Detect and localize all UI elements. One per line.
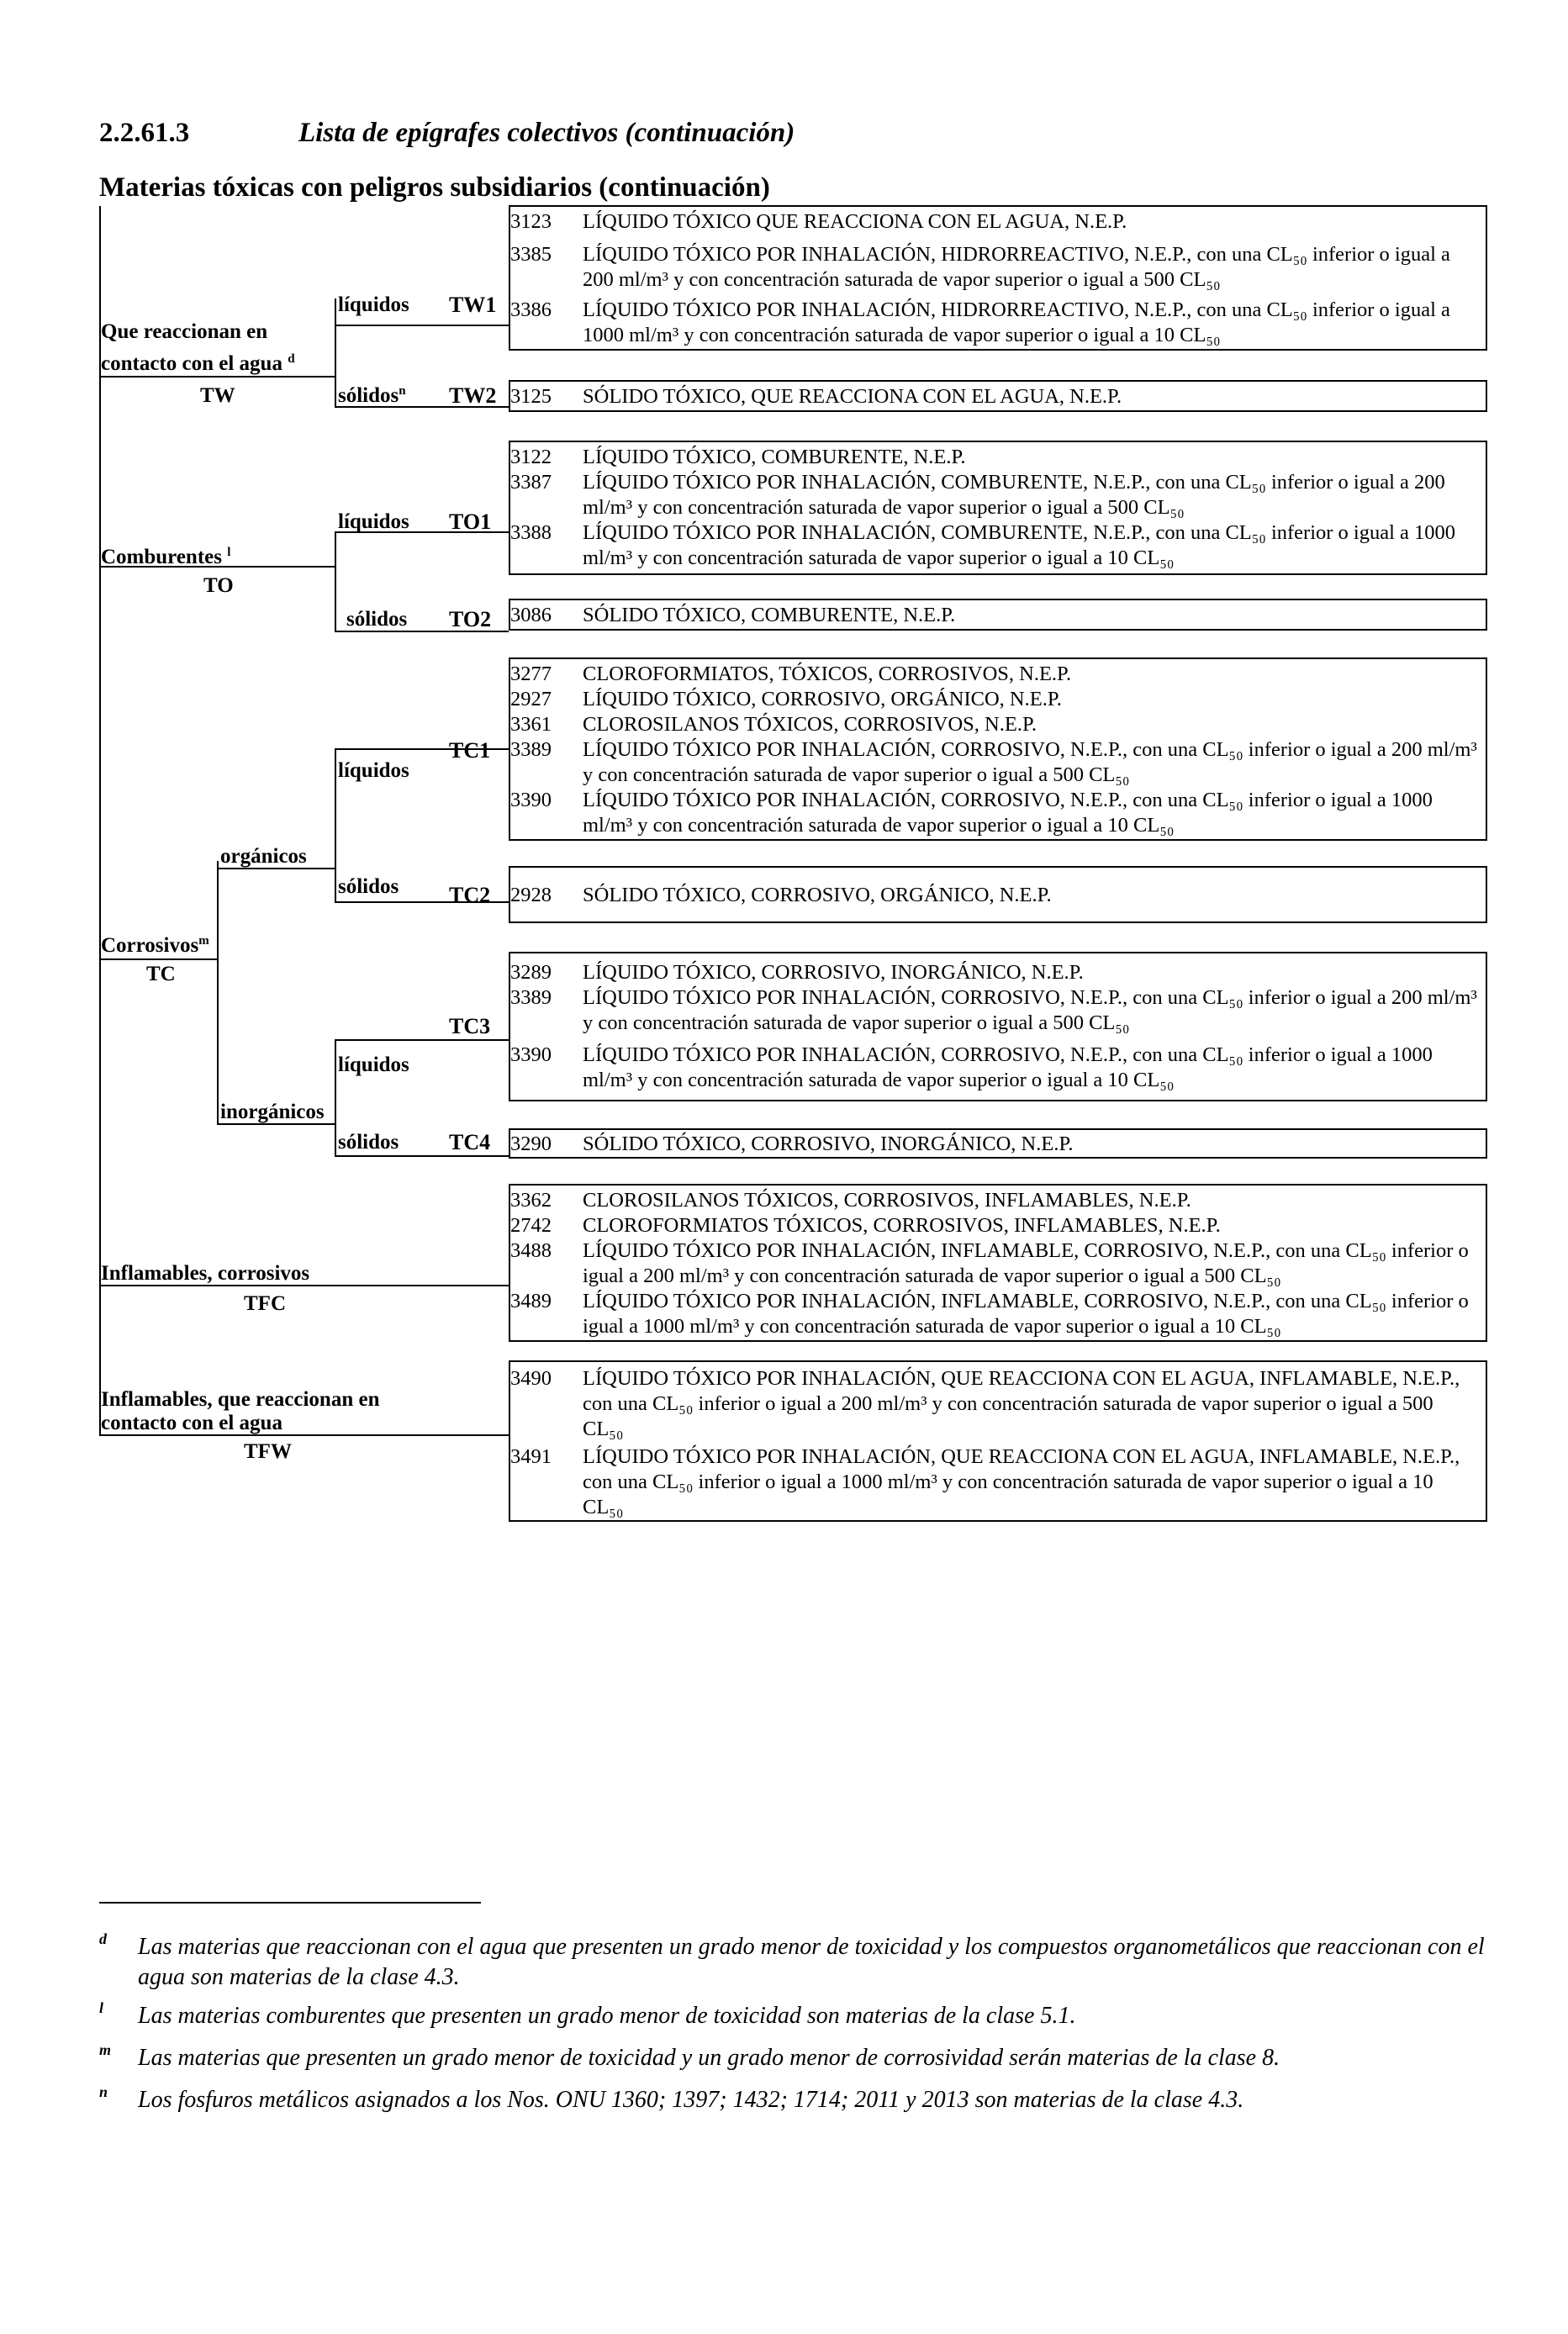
entries-box-tw2 — [509, 380, 1487, 412]
list-item: 3388 LÍQUIDO TÓXICO POR INHALACIÓN, COMBURENTE, N.E.P., con una CL₅₀ inferior o igual a 1000 ml/m³ y con concentración saturada de vapor superior o igual a 10 CL₅₀ — [510, 521, 1456, 569]
footnote-separator — [99, 1902, 481, 1904]
entries-box-tw1 — [509, 205, 1487, 351]
subgroup-organicos: orgánicos — [220, 845, 307, 868]
group-code-tc: TC — [146, 963, 176, 985]
entries-box-to2 — [509, 599, 1487, 631]
state-solidos-tc-org: sólidos — [338, 875, 399, 898]
code-tw2: TW2 — [449, 383, 497, 408]
list-item: 3390 LÍQUIDO TÓXICO POR INHALACIÓN, CORROSIVO, N.E.P., con una CL₅₀ inferior o igual a 1000 ml/m³ y con concentración saturada de vapor superior o igual a 10 CL₅₀ — [510, 1043, 1433, 1091]
footnote-ref-n: n — [399, 384, 406, 398]
group-label-to: Comburentes $^l$ — [101, 546, 231, 568]
list-item: 3290 SÓLIDO TÓXICO, CORROSIVO, INORGÁNICO, N.E.P. — [510, 1133, 1074, 1155]
list-item: 3289 LÍQUIDO TÓXICO, CORROSIVO, INORGÁNICO, N.E.P. — [510, 961, 1084, 984]
state-liquidos-tc-inorg: líquidos — [338, 1053, 409, 1076]
group-code-tw: TW — [200, 384, 235, 407]
code-to1: TO1 — [449, 510, 492, 534]
footnote-n: Los fosfuros metálicos asignados a los Nos. ONU 1360; 1397; 1432; 1714; 2011 y 2013 son materias de la clase 4.3. — [138, 2087, 1244, 2113]
entries-box-tc1 — [509, 657, 1487, 841]
list-item: 3389 LÍQUIDO TÓXICO POR INHALACIÓN, CORROSIVO, N.E.P., con una CL₅₀ inferior o igual a 200 ml/m³ y con concentración saturada de vapor superior o igual a 500 CL₅₀ — [510, 738, 1477, 786]
entries-box-tc2 — [509, 866, 1487, 923]
state-liquidos-tc-org: líquidos — [338, 759, 409, 782]
group-label-tw-line2: contacto con el agua $^d$ — [101, 352, 295, 375]
footnote-ref-d: d — [288, 352, 295, 366]
footnote-m: Las materias que presenten un grado menor de toxicidad y un grado menor de corrosividad serán materias de la clase 8. — [138, 2045, 1280, 2071]
code-tc4: TC4 — [449, 1130, 491, 1154]
list-item: 3385 LÍQUIDO TÓXICO POR INHALACIÓN, HIDRORREACTIVO, N.E.P., con una CL₅₀ inferior o igual a 200 ml/m³ y con concentración saturada de vapor superior o igual a 500 CL₅₀ — [510, 243, 1450, 291]
list-item: 3490 LÍQUIDO TÓXICO POR INHALACIÓN, QUE REACCIONA CON EL AGUA, INFLAMABLE, N.E.P., con una CL₅₀ inferior o igual a 200 ml/m³ y con concentración saturada de vapor superior o igual a 500 CL₅₀ — [510, 1367, 1460, 1440]
list-item: 3362 CLOROSILANOS TÓXICOS, CORROSIVOS, INFLAMABLES, N.E.P. — [510, 1189, 1191, 1212]
state-liquidos-to: líquidos — [338, 510, 409, 533]
group-label-tc: Corrosivos$^m$ — [101, 934, 209, 957]
code-tc2: TC2 — [449, 883, 491, 907]
list-item: 3125 SÓLIDO TÓXICO, QUE REACCIONA CON EL AGUA, N.E.P. — [510, 385, 1122, 408]
state-solidos-to: sólidos — [346, 608, 408, 631]
entries-box-tc4 — [509, 1128, 1487, 1159]
section-number: 2.2.61.3 — [99, 118, 190, 148]
list-item: 2742 CLOROFORMIATOS TÓXICOS, CORROSIVOS, INFLAMABLES, N.E.P. — [510, 1214, 1221, 1237]
footnote-mark-m: m — [99, 2041, 112, 2058]
group-label-tfw-line2: contacto con el agua — [101, 1412, 282, 1434]
list-item: 3387 LÍQUIDO TÓXICO POR INHALACIÓN, COMBURENTE, N.E.P., con una CL₅₀ inferior o igual a 200 ml/m³ y con concentración saturada de vapor superior o igual a 500 CL₅₀ — [510, 471, 1445, 519]
entries-box-tfc — [509, 1184, 1487, 1342]
state-solidos-tc-inorg: sólidos — [338, 1131, 399, 1154]
list-item: 3123 LÍQUIDO TÓXICO QUE REACCIONA CON EL AGUA, N.E.P. — [510, 210, 1127, 233]
list-item: 3361 CLOROSILANOS TÓXICOS, CORROSIVOS, N.E.P. — [510, 713, 1037, 736]
entries-box-tc3 — [509, 952, 1487, 1101]
group-label-tfc: Inflamables, corrosivos — [101, 1262, 310, 1285]
code-tc3: TC3 — [449, 1014, 491, 1038]
footnote-l: Las materias comburentes que presenten un grado menor de toxicidad son materias de la clase 5.1. — [138, 2003, 1076, 2029]
list-item: 3390 LÍQUIDO TÓXICO POR INHALACIÓN, CORROSIVO, N.E.P., con una CL₅₀ inferior o igual a 1000 ml/m³ y con concentración saturada de vapor superior o igual a 10 CL₅₀ — [510, 789, 1433, 837]
footnote-ref-m: m — [198, 934, 209, 948]
entries-box-tfw — [509, 1360, 1487, 1522]
page-subtitle: Materias tóxicas con peligros subsidiarios (continuación) — [99, 172, 770, 203]
section-title: Lista de epígrafes colectivos (continuación) — [298, 118, 795, 148]
entries-box-to1 — [509, 441, 1487, 575]
group-label-tfw: Inflamables, que reaccionan en — [101, 1388, 380, 1411]
list-item: 3386 LÍQUIDO TÓXICO POR INHALACIÓN, HIDRORREACTIVO, N.E.P., con una CL₅₀ inferior o igual a 1000 ml/m³ y con concentración saturada de vapor superior o igual a 10 CL₅₀ — [510, 298, 1450, 346]
list-item: 3488 LÍQUIDO TÓXICO POR INHALACIÓN, INFLAMABLE, CORROSIVO, N.E.P., con una CL₅₀ inferior o igual a 200 ml/m³ y con concentración saturada de vapor superior o igual a 500 CL₅₀ — [510, 1239, 1469, 1287]
list-item: 3086 SÓLIDO TÓXICO, COMBURENTE, N.E.P. — [510, 604, 956, 626]
list-item: 3489 LÍQUIDO TÓXICO POR INHALACIÓN, INFLAMABLE, CORROSIVO, N.E.P., con una CL₅₀ inferior o igual a 1000 ml/m³ y con concentración saturada de vapor superior o igual a 10 CL₅₀ — [510, 1290, 1469, 1338]
list-item: 2928 SÓLIDO TÓXICO, CORROSIVO, ORGÁNICO, N.E.P. — [510, 884, 1052, 906]
footnote-d: Las materias que reaccionan con el agua que presenten un grado menor de toxicidad y los compuestos organometálicos que reaccionan con el agua son materias de la clase 4.3. — [138, 1934, 1485, 1990]
footnote-mark-n: n — [99, 2083, 108, 2100]
code-tc1: TC1 — [449, 738, 491, 763]
list-item: 3389 LÍQUIDO TÓXICO POR INHALACIÓN, CORROSIVO, N.E.P., con una CL₅₀ inferior o igual a 200 ml/m³ y con concentración saturada de vapor superior o igual a 500 CL₅₀ — [510, 986, 1477, 1034]
footnote-mark-l: l — [99, 1999, 104, 2016]
code-to2: TO2 — [449, 607, 492, 631]
subgroup-inorganicos: inorgánicos — [220, 1101, 325, 1123]
list-item: 3491 LÍQUIDO TÓXICO POR INHALACIÓN, QUE REACCIONA CON EL AGUA, INFLAMABLE, N.E.P., con una CL₅₀ inferior o igual a 1000 ml/m³ y con concentración saturada de vapor superior o igual a 10 CL₅₀ — [510, 1445, 1460, 1518]
code-tw1: TW1 — [449, 293, 497, 317]
group-code-tfc: TFC — [244, 1292, 286, 1315]
list-item: 3277 CLOROFORMIATOS, TÓXICOS, CORROSIVOS, N.E.P. — [510, 663, 1072, 685]
group-label-tw: Que reaccionan en — [101, 320, 268, 343]
state-solidos-tw: sólidos$^n$ — [338, 384, 406, 407]
group-code-to: TO — [203, 574, 234, 597]
footnote-ref-l: l — [227, 546, 231, 559]
list-item: 2927 LÍQUIDO TÓXICO, CORROSIVO, ORGÁNICO, N.E.P. — [510, 688, 1062, 710]
list-item: 3122 LÍQUIDO TÓXICO, COMBURENTE, N.E.P. — [510, 446, 966, 468]
footnote-mark-d: d — [99, 1930, 107, 1947]
state-liquidos-tw: líquidos — [338, 293, 409, 316]
group-code-tfw: TFW — [244, 1440, 292, 1463]
